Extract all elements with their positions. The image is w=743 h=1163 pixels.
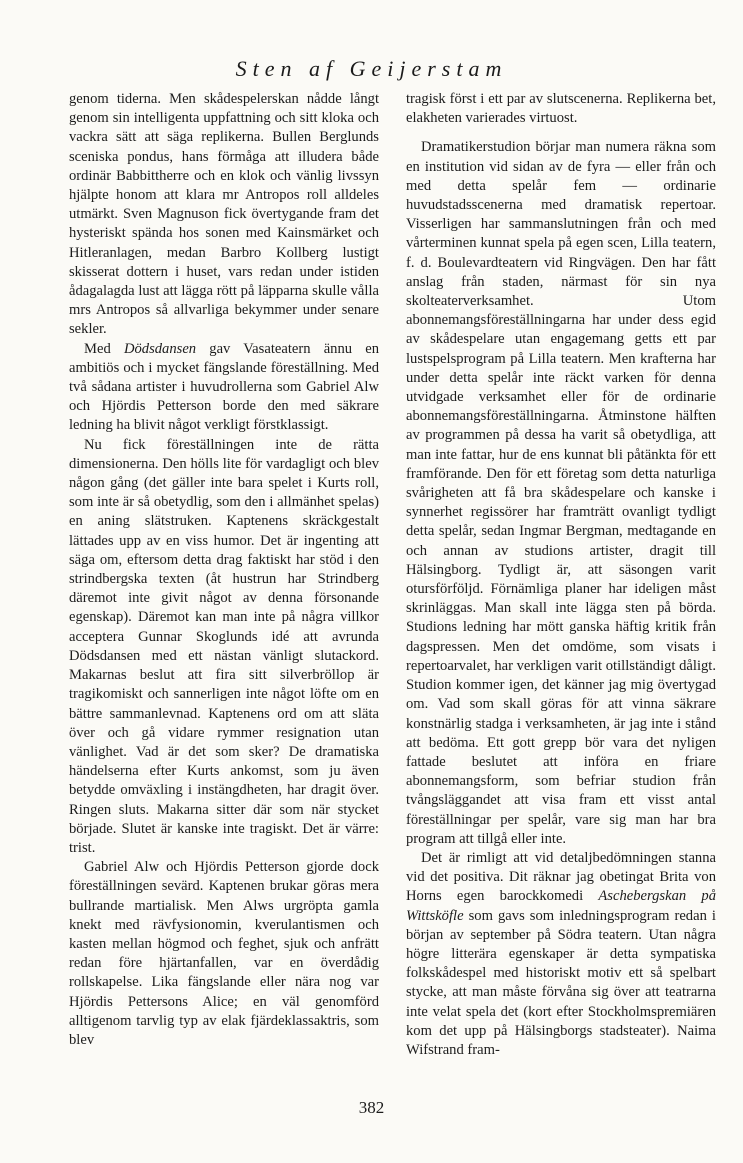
left-paragraph-2 bbox=[69, 340, 379, 436]
right-paragraph-3-body: som gavs som inledningsprogram redan i början av september på Södra teatern. Utan några högre litterära egenskaper är detta sympatiska folkskådespel med historiskt motiv ett så spelbart stycke, att man måste förvåna sig över att teatrarna inte velat spela det (kort efter Stockholmspremiären kom det upp på Hälsingborgs stadsteater). Naima Wifstrand fram- bbox=[406, 907, 716, 1058]
play-title-dodsdansen: Dödsdansen bbox=[123, 340, 197, 357]
right-column bbox=[406, 90, 716, 1060]
left-paragraph-1: genom tiderna. Men skådespelerskan nådde långt genom sin intelligenta uppfattning och sitt kloka och vackra sätt att säga replikerna. Bullen Berglunds sceniska pondus, hans förmåga att illudera både ordinär Babbittherre och en klok och vänlig livssyn hjälpte honom att klara mr Antropos roll alldeles utmärkt. Sven Magnuson fick övertygande fram det hysteriskt spända hos sonen med Kainsmärket och Hitleranlagen, medan Barbro Kollberg lustigt skisserat dottern i huset, vars redan under istiden ådagalagda lust att lägga rött på läpparna skulle vålla mrs Antropos så allvarliga bekymmer under senare sekler. bbox=[69, 91, 379, 338]
right-paragraph-2: Dramatikerstudion börjar man numera räkna som en institution vid sidan av de fyra — eller från och med detta spelår fem — ordinarie huvudstadsscenerna med dramatisk repertoar. Visserligen har sammanslutningen från och med vårterminen kunnat spela på egen scen, Lilla teatern, f. d. Boulevardteatern vid Ringvägen. Den har fått anslag från staden, närmast för sin nya skolteaterverksamhet. Utom abonnemangsföreställningarna har under dess egid av skådespelare utan engagemang getts ett par lustspelsprogram på Lilla teatern. Men krafterna har under detta spelår inte räckt varken för denna utvidgade verksamhet eller för de ordinarie abonnemangsföreställningarna. Åtminstone hälften av programmen på dessa ha varit så obetydliga, att man inte fattar, hur de ens kunnat bli påtänkta för ett framförande. Den för ett företag som detta naturliga svårigheten att få bra skådespelare och kanske i synnerhet regissörer har framträtt ovanligt tydligt detta spelår, sedan Ingmar Bergman, medtagande en och annan av studions artister, dragit till Hälsingborg. Tydligt är, att säsongen varit otursförföljd. Förnämliga planer har ideligen måst skrinläggas. Man skall inte lägga sten på börda. Studions ledning har mött ganska häftig kritik från dagspressen. Men det omdöme, som visats i repertoarvalet, har verkligen varit otillständigt dåligt. Studion kommer igen, det känner jag mig övertygad om. Vad som skall göras för att vinna säkrare konstnärlig stadga i verksamheten, är jag inte i stånd att bedöma. Ett gott grepp bör vara det nyligen fattade beslutet att införa en friare abonnemangsform, som befriar studion från tvångsläggandet att visa fram ett visst antal föreställningar per spelår, vare sig man har bra program att tillgå eller inte. bbox=[406, 139, 717, 847]
right-paragraph-1: tragisk först i ett par av slutscenerna. Replikerna bet, elakheten varierades virtuost. bbox=[406, 91, 716, 127]
left-paragraph-4: Gabriel Alw och Hjördis Petterson gjorde dock föreställningen sevärd. Kaptenen brukar göras mera bullrande martialisk. Men Alws urgröpta gamla knekt med rävfysionomin, kverulantismen och kasten mellan högmod och feghet, sjuk och anfrätt redan före hjärtanfallen, var en överdådig rollskapelse. Lika fängslande eller nära nog var Hjördis Pettersons Alice; en väl genomförd alltigenom tarvlig typ av elak fjärdeklassaktris, som blev bbox=[69, 859, 379, 1048]
play-title-aschebergskan: Aschebergskan på Wittsköfle bbox=[406, 888, 716, 924]
page-number: 382 bbox=[358, 1098, 385, 1117]
running-header-title: Sten af Geijerstam bbox=[235, 56, 508, 81]
left-column bbox=[69, 90, 379, 1050]
left-paragraph-2-lead: Med bbox=[84, 340, 124, 357]
right-paragraph-3 bbox=[406, 849, 716, 1060]
running-header bbox=[0, 56, 743, 82]
left-paragraph-2-body: gav Vasateatern ännu en ambitiös och i mycket fängslande föreställning. Med två sådana artister i huvudrollerna som Gabriel Alw och Hjördis Petterson borde den med säkrare ledning ha blivit något verkligt förstklassigt. bbox=[69, 340, 380, 434]
left-paragraph-3: Nu fick föreställningen inte de rätta dimensionerna. Den hölls lite för vardagligt och blev någon gång (det gäller inte bara spelet i Kurts roll, som inte är så obetydlig, som den i allmänhet spelas) en aning slätstruken. Kaptenens skräckgestalt lättades upp av en viss humor. Det är ingenting att säga om, eftersom detta drag faktiskt har stöd i den strindbergska texten (åt hustrun har Strindberg däremot inte givit något av denna försonande egenskap). Däremot kan man inte på några villkor acceptera Gunnar Skoglunds idé att avrunda Dödsdansen med ett nästan vänligt slutackord. Makarnas beslut att fira sitt silverbröllop är tragikomiskt och sannerligen inte något löfte om en bättre sammanlevnad. Kaptenens ord om att släta över och gå vidare rymmer resignation utan vänlighet. Vad är det som sker? De dramatiska händelserna efter Kurts ankomst, som ju även betydde omväxling i instängdheten, har dragit över. Ringen sluts. Makarna sitter där som när stycket började. Slutet är kanske inte tragiskt. Det är värre: trist. bbox=[69, 436, 379, 856]
right-paragraph-3-lead: Det är rimligt att vid detaljbedömningen stanna vid det positiva. Dit räknar jag obetingat Brita von Horns egen barockkomedi bbox=[406, 849, 716, 905]
